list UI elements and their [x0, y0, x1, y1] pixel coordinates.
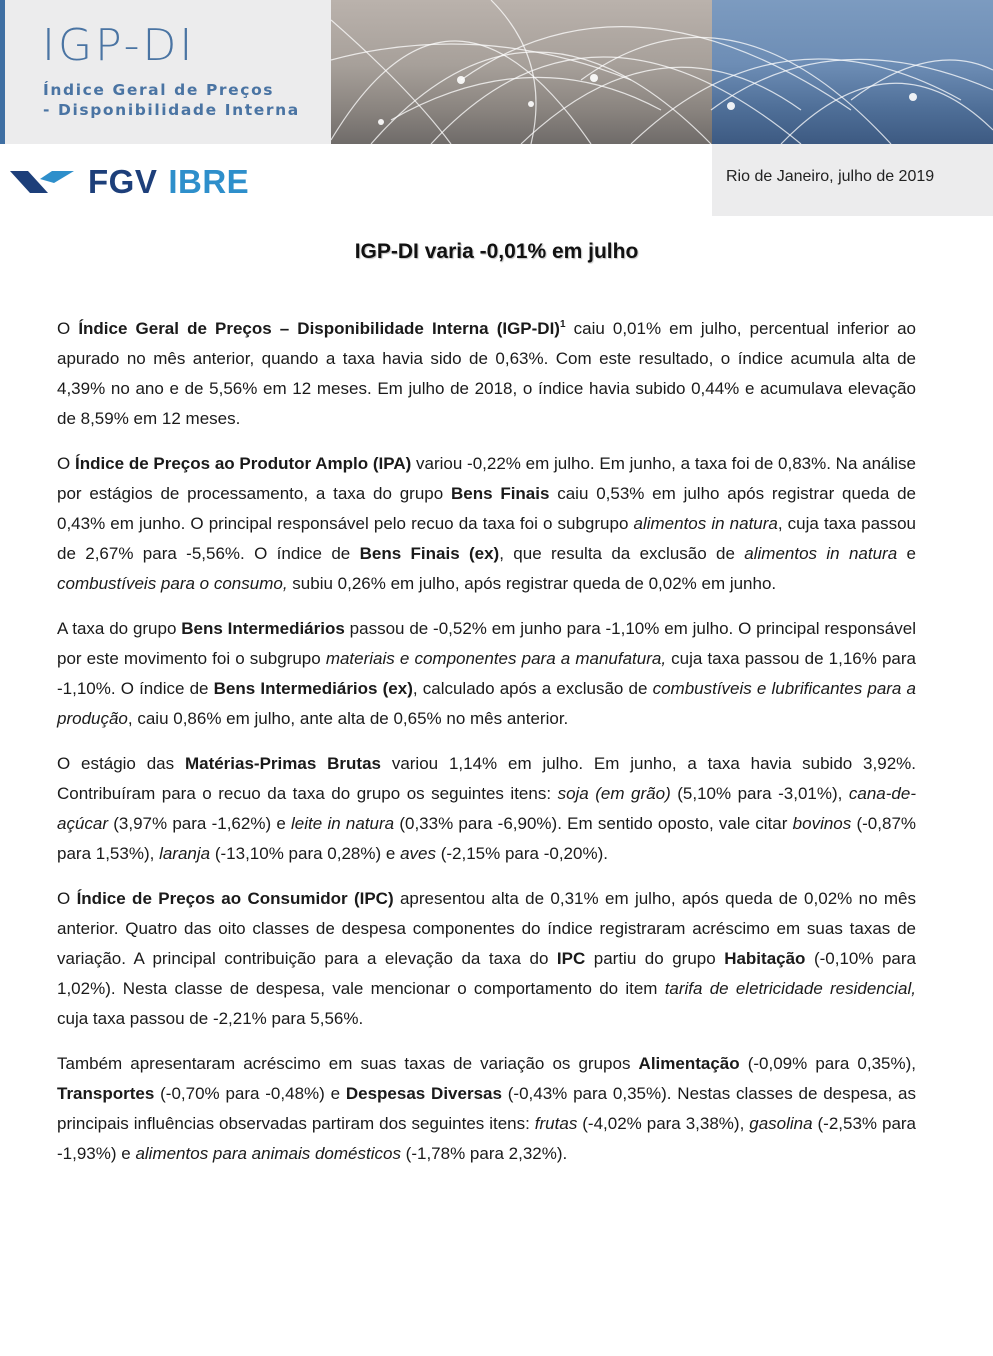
network-arcs-graphic	[331, 0, 993, 144]
text: caiu 0,53% em julho após registrar queda de 0,43% em junho. O principal responsável pelo recuo da taxa foi o subgrupo	[57, 484, 917, 533]
text: Também apresentaram acréscimo em suas taxas de variação os grupos	[57, 1054, 639, 1073]
text: (-0,09% para 0,35%),	[739, 1054, 916, 1073]
brand-subtitle	[43, 80, 300, 120]
dateline-box	[712, 144, 993, 216]
bold-term: Matérias-Primas Brutas	[184, 754, 381, 773]
italic-term: alimentos in natura	[633, 514, 778, 533]
text: (-1,78% para 2,32%).	[400, 1144, 568, 1163]
text: O estágio das	[57, 754, 185, 773]
city-network-photo	[331, 0, 993, 144]
brand-subtitle-line1: Índice Geral de Preços	[43, 81, 275, 99]
fgv-ibre-logo	[10, 163, 250, 200]
document-body	[57, 314, 916, 1184]
bold-term: Transportes	[57, 1084, 155, 1103]
dateline: Rio de Janeiro, julho de 2019	[726, 168, 935, 185]
text: O	[57, 454, 75, 473]
italic-term: bovinos	[792, 814, 852, 833]
header-banner	[0, 0, 993, 144]
text: A taxa do grupo	[57, 619, 182, 638]
text: caiu 0,01% em julho, percentual inferior ao apurado no mês anterior, quando a taxa havia sido de 0,63%. Com este resultado, o índice acumula alta de 4,39% no ano e de 5,56% em 12 meses. Em julho de 2018, o índice havia subido 0,44% e acumulava elevação de 8,59% em 12 meses.	[57, 319, 916, 428]
paragraph-ipc	[57, 884, 916, 1034]
text: (-0,70% para -0,48%) e	[154, 1084, 346, 1103]
italic-term: gasolina	[749, 1114, 813, 1133]
text: (-0,43% para 0,35%). Nestas classes de despesa, as principais influências observadas partiram dos seguintes itens:	[57, 1084, 916, 1133]
text: , caiu 0,86% em julho, ante alta de 0,65% no mês anterior.	[127, 709, 569, 728]
italic-term: frutas	[534, 1114, 578, 1133]
bold-term: Índice de Preços ao Consumidor (IPC)	[76, 889, 394, 908]
bold-term: Índice de Preços ao Produtor Amplo (IPA)	[74, 454, 412, 473]
brand-panel	[0, 0, 331, 144]
text: O	[57, 889, 77, 908]
text: (-0,10% para 1,02%). Nesta classe de despesa, vale mencionar o comportamento do item	[57, 949, 916, 998]
text: cuja taxa passou de 1,16% para -1,10%. O índice de	[57, 649, 916, 698]
fgv-logo-mark-icon	[10, 167, 80, 197]
text: (-2,53% para -1,93%) e	[57, 1114, 917, 1163]
italic-term: alimentos in natura	[744, 544, 898, 563]
italic-term: combustíveis para o consumo,	[57, 574, 288, 593]
text: (-4,02% para 3,38%),	[577, 1114, 750, 1133]
logo-ibre-text: IBRE	[168, 163, 250, 200]
text: partiu do grupo	[585, 949, 725, 968]
text: passou de -0,52% em junho para -1,10% em julho. O principal responsável por este movimento foi o subgrupo	[57, 619, 916, 668]
italic-term: laranja	[159, 844, 211, 863]
italic-term: aves	[400, 844, 436, 863]
paragraph-bens-intermediarios	[57, 614, 916, 734]
text: apresentou alta de 0,31% em julho, após queda de 0,02% no mês anterior. Quatro das oito classes de despesa componentes do índice registraram acréscimo em suas taxas de variação. A principal contribuição para a elevação da taxa do	[57, 889, 916, 968]
bold-term: Bens Intermediários (ex)	[213, 679, 413, 698]
text: (3,97% para -1,62%) e	[108, 814, 292, 833]
text: (0,33% para -6,90%). Em sentido oposto, vale citar	[394, 814, 793, 833]
text: variou 1,14% em julho. Em junho, a taxa havia subido 3,92%. Contribuíram para o recuo da taxa do grupo os seguintes itens:	[57, 754, 916, 803]
text: (-2,15% para -0,20%).	[435, 844, 608, 863]
accent-bar	[0, 0, 5, 144]
text: O	[57, 319, 79, 338]
brand-subtitle-line2: - Disponibilidade Interna	[43, 101, 300, 119]
italic-term: cana-de-açúcar	[57, 784, 916, 833]
text: (-0,87% para 1,53%),	[57, 814, 917, 863]
text: , calculado após a exclusão de	[412, 679, 653, 698]
bold-term: Habitação	[724, 949, 806, 968]
text: (-13,10% para 0,28%) e	[210, 844, 401, 863]
italic-term: combustíveis e lubrificantes para a produção	[57, 679, 916, 728]
bold-term: Despesas Diversas	[345, 1084, 502, 1103]
paragraph-ipc-groups	[57, 1049, 916, 1169]
brand-title: IGP-DI	[42, 20, 196, 71]
text: variou -0,22% em julho. Em junho, a taxa foi de 0,83%. Na análise por estágios de processamento, a taxa do grupo	[57, 454, 917, 503]
bold-term: Bens Intermediários	[181, 619, 345, 638]
bold-term: Bens Finais (ex)	[359, 544, 500, 563]
text: subiu 0,26% em julho, após registrar queda de 0,02% em junho.	[287, 574, 777, 593]
italic-term: soja (em grão)	[557, 784, 671, 803]
italic-term: leite in natura	[291, 814, 395, 833]
text: , cuja taxa passou de 2,67% para -5,56%. O índice de	[57, 514, 917, 563]
italic-term: alimentos para animais domésticos	[135, 1144, 401, 1163]
text: e	[897, 544, 916, 563]
logo-fgv-text: FGV	[88, 163, 158, 200]
bold-term: Bens Finais	[450, 484, 550, 503]
text: , que resulta da exclusão de	[499, 544, 745, 563]
paragraph-ipa	[57, 449, 916, 599]
italic-term: materiais e componentes para a manufatura,	[325, 649, 667, 668]
paragraph-materias-primas	[57, 749, 916, 869]
paragraph-igp-di	[57, 314, 916, 434]
bold-term: Alimentação	[638, 1054, 740, 1073]
document-title: IGP-DI varia -0,01% em julho	[354, 240, 639, 263]
italic-term: tarifa de eletricidade residencial,	[664, 979, 916, 998]
bold-term: IPC	[556, 949, 586, 968]
text: (5,10% para -3,01%),	[670, 784, 849, 803]
footnote-ref[interactable]: 1	[559, 319, 566, 330]
text: cuja taxa passou de -2,21% para 5,56%.	[57, 1009, 364, 1028]
bold-term: Índice Geral de Preços – Disponibilidade Interna (IGP-DI)	[78, 319, 560, 338]
